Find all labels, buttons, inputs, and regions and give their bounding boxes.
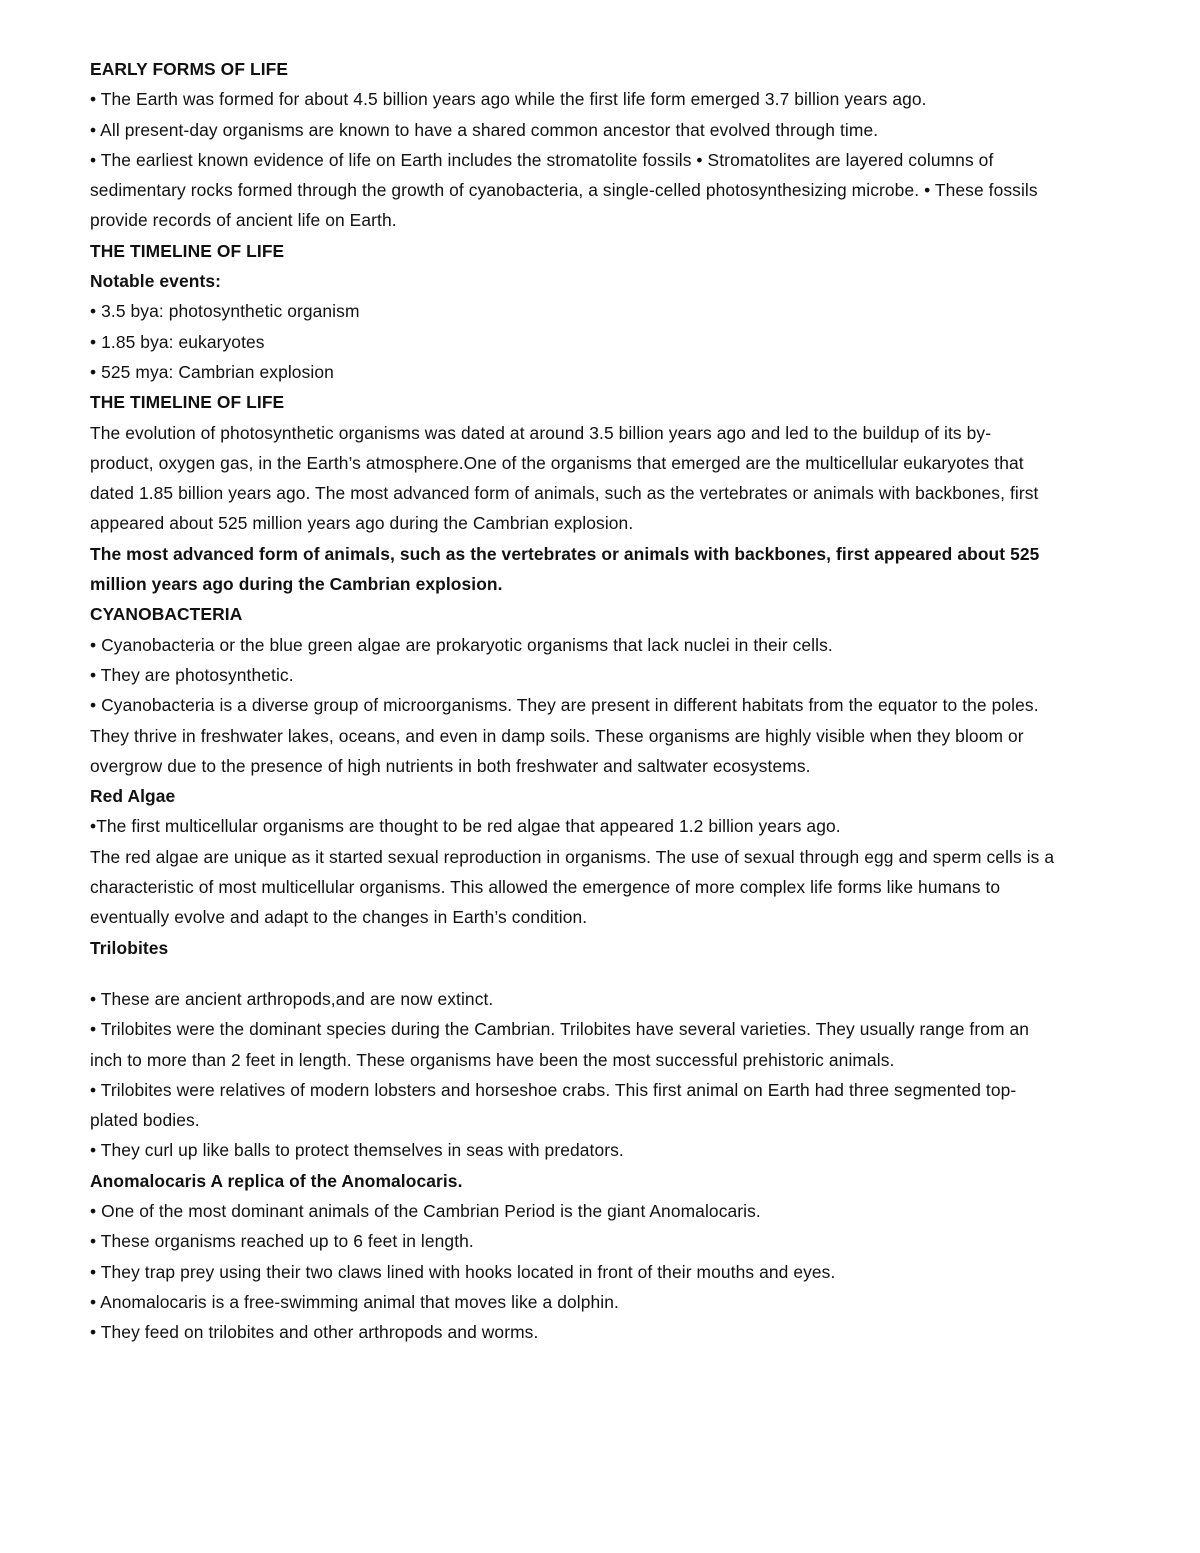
text-line: • Anomalocaris is a free-swimming animal that moves like a dolphin. <box>90 1291 619 1312</box>
text-line: overgrow due to the presence of high nutrients in both freshwater and saltwater ecosystems. <box>90 755 811 776</box>
text-line: The red algae are unique as it started sexual reproduction in organisms. The use of sexual through egg and sperm cells is a <box>90 846 1055 867</box>
text-line: plated bodies. <box>90 1110 200 1131</box>
text-line: eventually evolve and adapt to the changes in Earth’s condition. <box>90 907 588 928</box>
text-line: The evolution of photosynthetic organisms was dated at around 3.5 billion years ago and led to the buildup of its by- <box>90 422 992 443</box>
text-line: • The earliest known evidence of life on Earth includes the stromatolite fossils • Stromatolites are layered columns of <box>90 149 994 170</box>
text-line: • These are ancient arthropods,and are now extinct. <box>90 988 494 1009</box>
text-line: • They trap prey using their two claws lined with hooks located in front of their mouths and eyes. <box>90 1261 836 1282</box>
text-line: characteristic of most multicellular organisms. This allowed the emergence of more complex life forms like humans to <box>90 877 1001 898</box>
paragraph-gap <box>90 963 1175 984</box>
text-line: • All present-day organisms are known to have a shared common ancestor that evolved through time. <box>90 119 879 140</box>
text-line: provide records of ancient life on Earth. <box>90 210 397 231</box>
text-line: • One of the most dominant animals of the Cambrian Period is the giant Anomalocaris. <box>90 1200 761 1221</box>
heading-line: Notable events: <box>90 271 221 292</box>
heading-line: THE TIMELINE OF LIFE <box>90 392 285 413</box>
heading-line: Trilobites <box>90 937 169 958</box>
heading-line: Anomalocaris A replica of the Anomalocaris. <box>90 1170 463 1191</box>
text-line: They thrive in freshwater lakes, oceans, and even in damp soils. These organisms are highly visible when they bloom or <box>90 725 1024 746</box>
heading-line: THE TIMELINE OF LIFE <box>90 240 285 261</box>
heading-line: CYANOBACTERIA <box>90 604 243 625</box>
text-line: • 3.5 bya: photosynthetic organism <box>90 301 360 322</box>
text-line: • Trilobites were the dominant species during the Cambrian. Trilobites have several varieties. They usually range from an <box>90 1019 1030 1040</box>
text-line: • They feed on trilobites and other arthropods and worms. <box>90 1322 539 1343</box>
text-line: • The Earth was formed for about 4.5 billion years ago while the first life form emerged 3.7 billion years ago. <box>90 89 927 110</box>
text-line: sedimentary rocks formed through the growth of cyanobacteria, a single-celled photosynthesizing microbe. • These fossils <box>90 180 1038 201</box>
text-line: • They curl up like balls to protect themselves in seas with predators. <box>90 1140 624 1161</box>
text-line: • Cyanobacteria or the blue green algae are prokaryotic organisms that lack nuclei in their cells. <box>90 634 833 655</box>
heading-line: million years ago during the Cambrian explosion. <box>90 574 503 595</box>
text-line: product, oxygen gas, in the Earth’s atmosphere.One of the organisms that emerged are the multicellular eukaryotes that <box>90 452 1024 473</box>
text-line: •The first multicellular organisms are thought to be red algae that appeared 1.2 billion years ago. <box>90 816 841 837</box>
heading-line: EARLY FORMS OF LIFE <box>90 59 289 79</box>
text-line: inch to more than 2 feet in length. These organisms have been the most successful prehistoric animals. <box>90 1049 895 1070</box>
text-line: • Trilobites were relatives of modern lobsters and horseshoe crabs. This first animal on Earth had three segmented top- <box>90 1079 1017 1100</box>
text-line: appeared about 525 million years ago during the Cambrian explosion. <box>90 513 634 534</box>
text-line: • These organisms reached up to 6 feet in length. <box>90 1231 474 1252</box>
text-line: • 525 mya: Cambrian explosion <box>90 361 334 382</box>
text-line: • Cyanobacteria is a diverse group of microorganisms. They are present in different habitats from the equator to the poles. <box>90 695 1039 716</box>
heading-line: The most advanced form of animals, such as the vertebrates or animals with backbones, first appeared about 525 <box>90 543 1040 564</box>
document-page <box>90 54 1175 1347</box>
text-line: • 1.85 bya: eukaryotes <box>90 331 265 352</box>
heading-line: Red Algae <box>90 786 176 807</box>
text-line: • They are photosynthetic. <box>90 664 294 685</box>
text-line: dated 1.85 billion years ago. The most advanced form of animals, such as the vertebrates or animals with backbones, first <box>90 483 1039 504</box>
